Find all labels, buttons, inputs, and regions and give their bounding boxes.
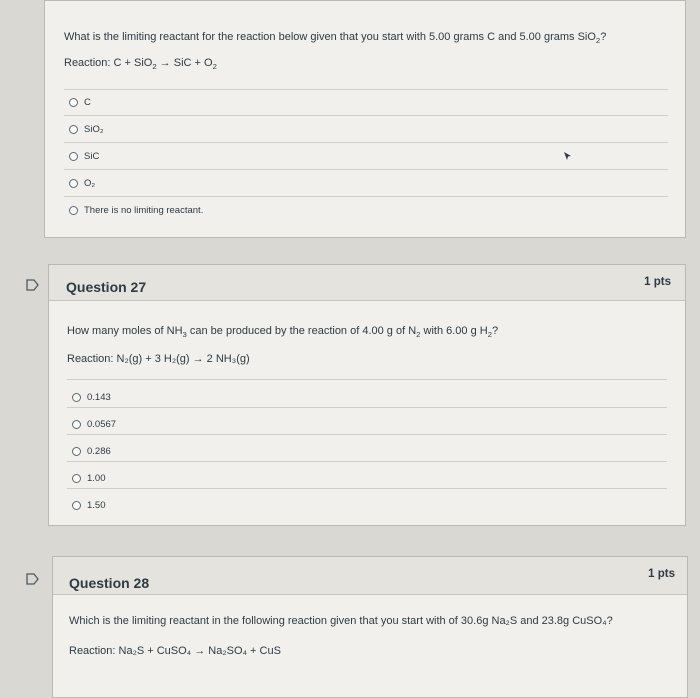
answer-option[interactable] (72, 392, 111, 403)
question-27-reaction: Reaction: N₂(g) + 3 H₂(g) → 2 NH₃(g) (67, 353, 250, 365)
separator (64, 142, 668, 143)
answer-option[interactable] (69, 97, 91, 108)
separator (64, 89, 668, 90)
mouse-cursor-icon (563, 151, 573, 161)
answer-option[interactable] (69, 151, 99, 162)
answer-label: 0.286 (87, 446, 111, 457)
question-26-reaction: Reaction: C + SiO$_2$ → SiC + $O_2$ (64, 57, 217, 72)
question-28-reaction: Reaction: Na₂S + CuSO₄ → Na₂SO₄ + CuS (69, 645, 281, 657)
question-26-card (44, 0, 686, 238)
separator (67, 461, 667, 462)
answer-option[interactable] (72, 419, 116, 430)
question-title: Question 28 (69, 575, 150, 591)
question-points: 1 pts (644, 276, 671, 288)
answer-option[interactable] (72, 473, 106, 484)
question-28-text: Which is the limiting reactant in the following reaction given that you start with of 30.6g Na₂S and 23.8g CuSO₄? (69, 615, 613, 627)
answer-label: 0.143 (87, 392, 111, 403)
answer-label: SiC (84, 151, 100, 162)
answer-label: C (84, 97, 91, 108)
radio-button[interactable] (72, 393, 81, 402)
answer-label: There is no limiting reactant. (84, 205, 204, 216)
question-28-card (52, 556, 688, 698)
answer-label: 1.00 (87, 473, 106, 484)
answer-label: 0.0567 (87, 419, 117, 430)
radio-button[interactable] (69, 125, 78, 134)
answer-label: O₂ (84, 178, 96, 189)
separator (64, 169, 668, 170)
answer-option[interactable] (72, 446, 111, 457)
question-title: Question 27 (66, 279, 147, 295)
radio-button[interactable] (69, 98, 78, 107)
separator (64, 115, 668, 116)
answer-label: 1.50 (87, 500, 106, 511)
question-header (49, 265, 685, 301)
answer-option[interactable] (69, 178, 95, 189)
separator (67, 407, 667, 408)
radio-button[interactable] (72, 420, 81, 429)
radio-button[interactable] (72, 501, 81, 510)
radio-button[interactable] (72, 474, 81, 483)
answer-option[interactable] (69, 124, 104, 135)
separator (67, 434, 667, 435)
answer-option[interactable] (69, 205, 203, 216)
question-header (53, 557, 687, 595)
separator (64, 196, 668, 197)
question-26-text: What is the limiting reactant for the reaction below given that you start with 5.00 grams C and 5.00 grams SiO$_2$? (64, 31, 607, 46)
radio-button[interactable] (72, 447, 81, 456)
flag-question-icon[interactable] (26, 279, 40, 291)
radio-button[interactable] (69, 152, 78, 161)
radio-button[interactable] (69, 206, 78, 215)
flag-question-icon[interactable] (26, 573, 40, 585)
question-points: 1 pts (648, 568, 675, 580)
question-27-text: How many moles of $NH_3$ can be produced by the reaction of 4.00 g of $N_2$ with 6.00 g $H_2$? (67, 325, 499, 340)
question-27-card (48, 264, 686, 526)
answer-label: SiO₂ (84, 124, 104, 135)
radio-button[interactable] (69, 179, 78, 188)
separator (67, 488, 667, 489)
separator (67, 379, 667, 380)
answer-option[interactable] (72, 500, 106, 511)
